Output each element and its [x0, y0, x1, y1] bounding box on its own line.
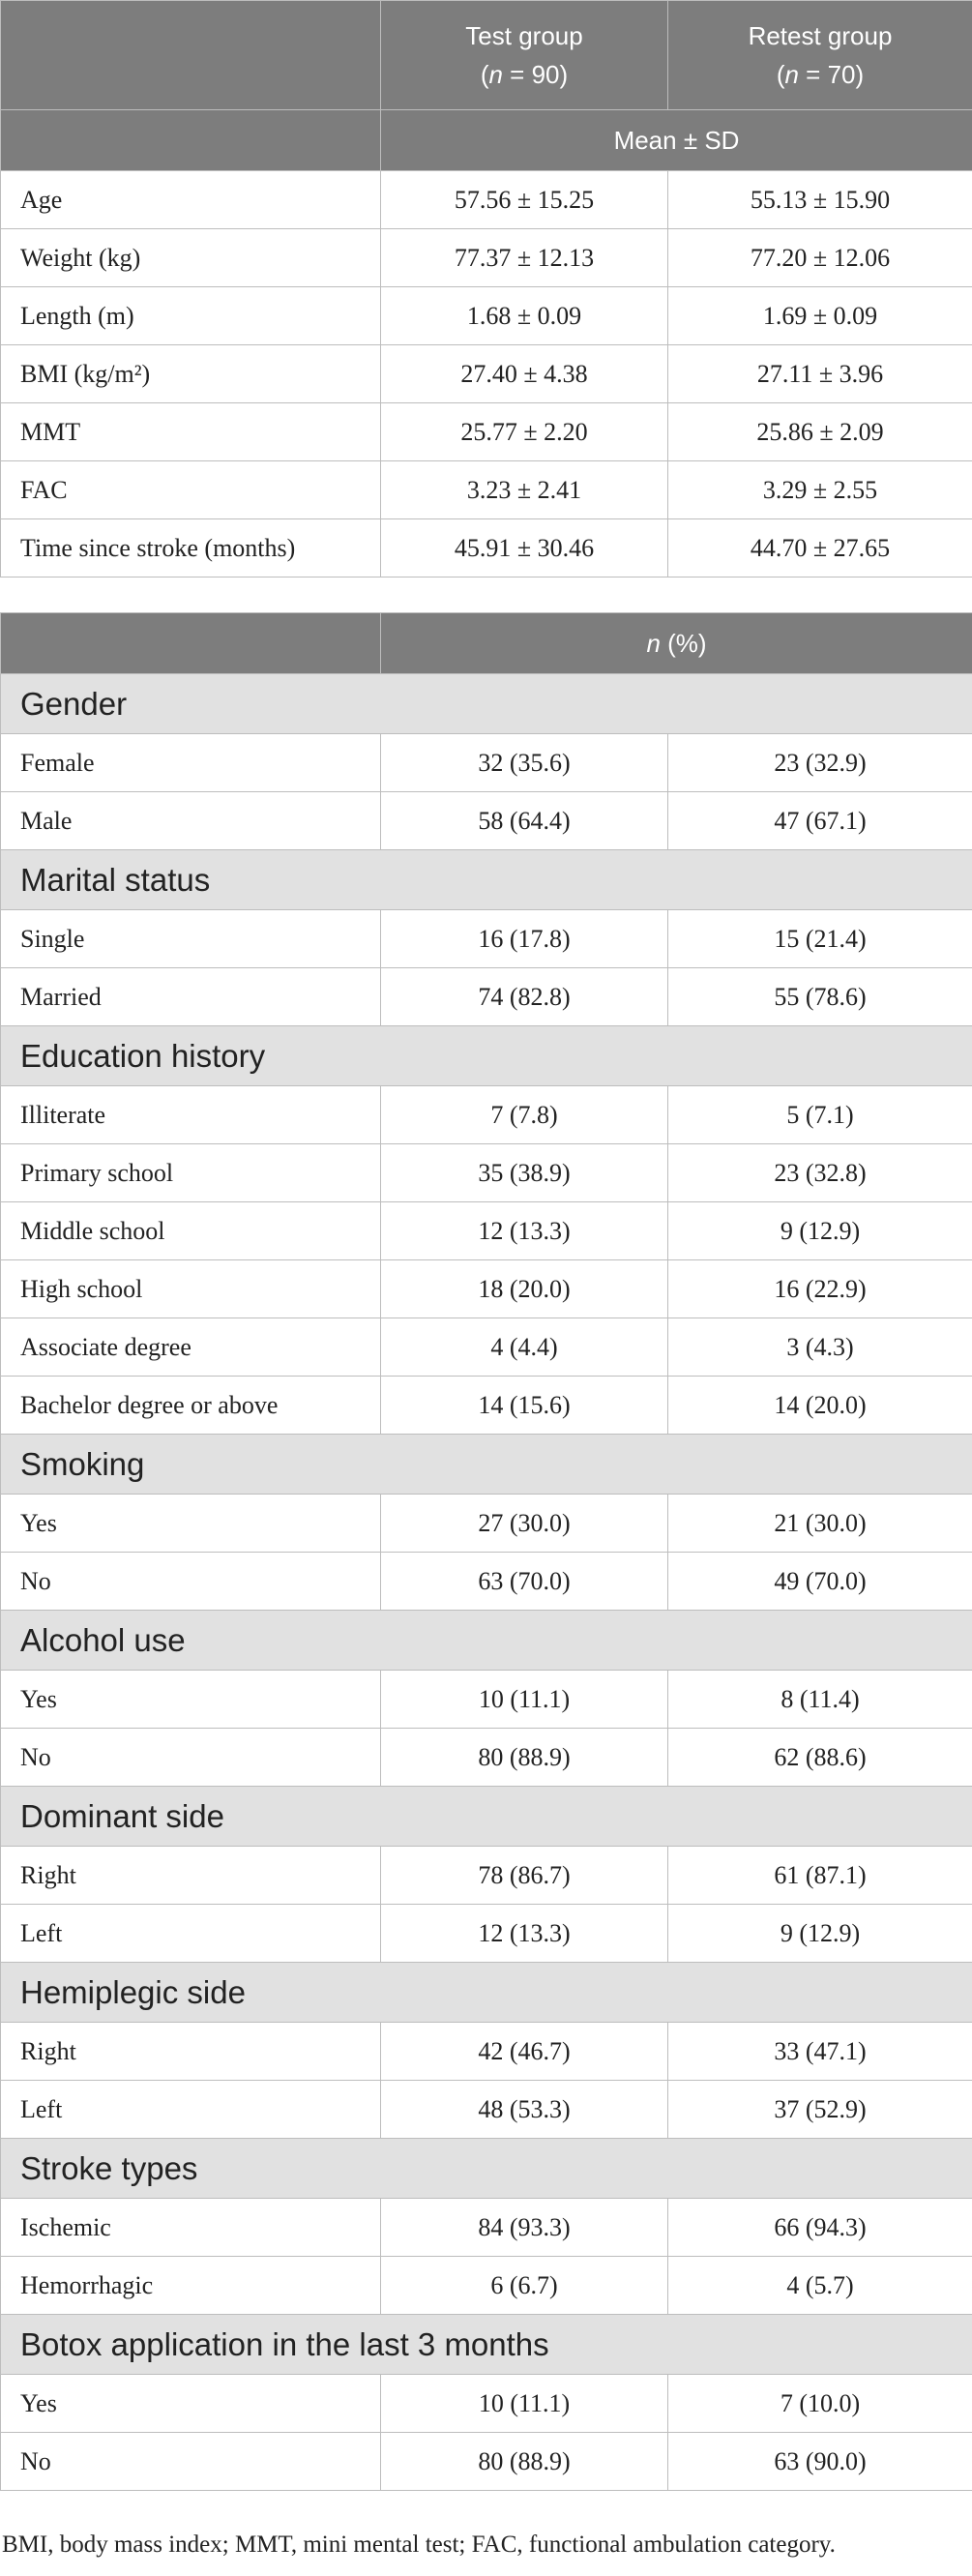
test-group-value: 48 (53.3): [381, 2081, 668, 2139]
row-label: Yes: [1, 1495, 381, 1553]
retest-group-value: 49 (70.0): [668, 1553, 972, 1611]
row-label: Time since stroke (months): [1, 519, 381, 577]
test-group-value: 12 (13.3): [381, 1202, 668, 1260]
test-group-n-open: (: [480, 60, 489, 89]
retest-group-value: 8 (11.4): [668, 1671, 972, 1729]
row-label: Weight (kg): [1, 229, 381, 287]
row-label: Single: [1, 910, 381, 968]
test-group-value: 18 (20.0): [381, 1260, 668, 1318]
continuous-variables-table: [0, 0, 972, 577]
row-label: Male: [1, 792, 381, 850]
section-header-row: [1, 2315, 972, 2375]
test-group-value: 80 (88.9): [381, 1729, 668, 1787]
categorical-variables-table: [0, 612, 972, 2491]
row-label: Middle school: [1, 1202, 381, 1260]
section-title: Alcohol use: [1, 1611, 972, 1671]
row-label: Illiterate: [1, 1086, 381, 1144]
test-group-value: 58 (64.4): [381, 792, 668, 850]
section-title: Gender: [1, 674, 972, 734]
row-label: Ischemic: [1, 2199, 381, 2257]
retest-group-value: 37 (52.9): [668, 2081, 972, 2139]
row-label: Yes: [1, 1671, 381, 1729]
row-label: Left: [1, 2081, 381, 2139]
table-row: [1, 910, 972, 968]
retest-group-value: 47 (67.1): [668, 792, 972, 850]
test-group-value: 74 (82.8): [381, 968, 668, 1026]
table-row: [1, 171, 972, 229]
retest-group-value: 44.70 ± 27.65: [668, 519, 972, 577]
row-label: Right: [1, 2023, 381, 2081]
retest-group-value: 9 (12.9): [668, 1905, 972, 1963]
row-label: Primary school: [1, 1144, 381, 1202]
table-row: [1, 1318, 972, 1377]
header-empty-cell: [1, 110, 381, 171]
section-header-row: [1, 1026, 972, 1086]
table-row: [1, 2199, 972, 2257]
table-row: [1, 1144, 972, 1202]
table-row: [1, 519, 972, 577]
retest-group-value: 5 (7.1): [668, 1086, 972, 1144]
table-row: [1, 2433, 972, 2491]
row-label: High school: [1, 1260, 381, 1318]
section-title: Dominant side: [1, 1787, 972, 1847]
row-label: Female: [1, 734, 381, 792]
retest-group-value: 62 (88.6): [668, 1729, 972, 1787]
row-label: Left: [1, 1905, 381, 1963]
table-row: [1, 287, 972, 345]
row-label: No: [1, 1553, 381, 1611]
group-header-row: [1, 1, 972, 110]
table-row: [1, 1495, 972, 1553]
table-footnote: BMI, body mass index; MMT, mini mental test; FAC, functional ambulation category.: [2, 2532, 836, 2558]
row-label: No: [1, 1729, 381, 1787]
row-label: Bachelor degree or above: [1, 1377, 381, 1435]
section-header-row: [1, 2139, 972, 2199]
table-row: [1, 1086, 972, 1144]
row-label: Yes: [1, 2375, 381, 2433]
retest-group-value: 23 (32.9): [668, 734, 972, 792]
test-group-value: 1.68 ± 0.09: [381, 287, 668, 345]
retest-group-header: [668, 1, 972, 110]
test-group-value: 25.77 ± 2.20: [381, 403, 668, 461]
test-group-value: 77.37 ± 12.13: [381, 229, 668, 287]
header-empty-cell: [1, 613, 381, 674]
test-group-value: 57.56 ± 15.25: [381, 171, 668, 229]
test-group-header: [381, 1, 668, 110]
row-label: BMI (kg/m²): [1, 345, 381, 403]
table-row: [1, 461, 972, 519]
n-symbol: n: [646, 629, 661, 658]
row-label: Length (m): [1, 287, 381, 345]
retest-group-value: 14 (20.0): [668, 1377, 972, 1435]
section-header-row: [1, 674, 972, 734]
section-title: Marital status: [1, 850, 972, 910]
retest-group-value: 63 (90.0): [668, 2433, 972, 2491]
retest-group-n-value: = 70): [798, 60, 865, 89]
retest-group-value: 27.11 ± 3.96: [668, 345, 972, 403]
test-group-value: 14 (15.6): [381, 1377, 668, 1435]
header-empty-cell: [1, 1, 381, 110]
test-group-value: 45.91 ± 30.46: [381, 519, 668, 577]
section-header-row: [1, 1787, 972, 1847]
retest-group-value: 55.13 ± 15.90: [668, 171, 972, 229]
table-row: [1, 968, 972, 1026]
retest-group-value: 25.86 ± 2.09: [668, 403, 972, 461]
retest-group-title: Retest group: [748, 21, 893, 50]
test-group-value: 42 (46.7): [381, 2023, 668, 2081]
table-row: [1, 403, 972, 461]
table-row: [1, 2257, 972, 2315]
test-group-n-value: = 90): [502, 60, 569, 89]
test-group-value: 78 (86.7): [381, 1847, 668, 1905]
table-row: [1, 2375, 972, 2433]
table-row: [1, 1260, 972, 1318]
test-group-n-symbol: n: [488, 60, 503, 89]
retest-group-value: 16 (22.9): [668, 1260, 972, 1318]
section-header-row: [1, 1963, 972, 2023]
test-group-value: 16 (17.8): [381, 910, 668, 968]
row-label: No: [1, 2433, 381, 2491]
table-row: [1, 1553, 972, 1611]
test-group-value: 12 (13.3): [381, 1905, 668, 1963]
retest-group-value: 15 (21.4): [668, 910, 972, 968]
test-group-value: 4 (4.4): [381, 1318, 668, 1377]
test-group-value: 84 (93.3): [381, 2199, 668, 2257]
retest-group-value: 55 (78.6): [668, 968, 972, 1026]
count-header-row: [1, 613, 972, 674]
retest-group-value: 66 (94.3): [668, 2199, 972, 2257]
section-title: Stroke types: [1, 2139, 972, 2199]
table-row: [1, 2081, 972, 2139]
table-row: [1, 229, 972, 287]
row-label: Right: [1, 1847, 381, 1905]
retest-group-value: 77.20 ± 12.06: [668, 229, 972, 287]
test-group-value: 7 (7.8): [381, 1086, 668, 1144]
test-group-value: 27 (30.0): [381, 1495, 668, 1553]
row-label: MMT: [1, 403, 381, 461]
test-group-value: 3.23 ± 2.41: [381, 461, 668, 519]
retest-group-n-symbol: n: [784, 60, 799, 89]
row-label: Age: [1, 171, 381, 229]
retest-group-n-open: (: [776, 60, 785, 89]
retest-group-value: 7 (10.0): [668, 2375, 972, 2433]
retest-group-value: 21 (30.0): [668, 1495, 972, 1553]
table-row: [1, 1905, 972, 1963]
test-group-value: 27.40 ± 4.38: [381, 345, 668, 403]
mean-sd-header: Mean ± SD: [381, 110, 972, 171]
row-label: Hemorrhagic: [1, 2257, 381, 2315]
retest-group-value: 1.69 ± 0.09: [668, 287, 972, 345]
retest-group-value: 3 (4.3): [668, 1318, 972, 1377]
section-title: Botox application in the last 3 months: [1, 2315, 972, 2375]
row-label: FAC: [1, 461, 381, 519]
test-group-value: 32 (35.6): [381, 734, 668, 792]
test-group-value: 63 (70.0): [381, 1553, 668, 1611]
retest-group-value: 9 (12.9): [668, 1202, 972, 1260]
section-title: Smoking: [1, 1435, 972, 1495]
test-group-value: 6 (6.7): [381, 2257, 668, 2315]
section-header-row: [1, 1435, 972, 1495]
table-row: [1, 1729, 972, 1787]
table-row: [1, 1377, 972, 1435]
table-row: [1, 1671, 972, 1729]
n-percent-header: [381, 613, 972, 674]
test-group-value: 80 (88.9): [381, 2433, 668, 2491]
section-header-row: [1, 1611, 972, 1671]
test-group-value: 10 (11.1): [381, 1671, 668, 1729]
section-title: Education history: [1, 1026, 972, 1086]
table-row: [1, 1847, 972, 1905]
test-group-value: 35 (38.9): [381, 1144, 668, 1202]
section-title: Hemiplegic side: [1, 1963, 972, 2023]
section-header-row: [1, 850, 972, 910]
continuous-rows: [1, 171, 972, 577]
row-label: Married: [1, 968, 381, 1026]
table-row: [1, 1202, 972, 1260]
retest-group-value: 23 (32.8): [668, 1144, 972, 1202]
test-group-value: 10 (11.1): [381, 2375, 668, 2433]
retest-group-value: 33 (47.1): [668, 2023, 972, 2081]
categorical-rows: [1, 674, 972, 2491]
retest-group-value: 61 (87.1): [668, 1847, 972, 1905]
row-label: Associate degree: [1, 1318, 381, 1377]
retest-group-value: 4 (5.7): [668, 2257, 972, 2315]
retest-group-value: 3.29 ± 2.55: [668, 461, 972, 519]
stat-header-row: [1, 110, 972, 171]
table-row: [1, 734, 972, 792]
test-group-title: Test group: [465, 21, 583, 50]
table-row: [1, 792, 972, 850]
percent-label: (%): [660, 629, 707, 658]
table-row: [1, 345, 972, 403]
table-row: [1, 2023, 972, 2081]
